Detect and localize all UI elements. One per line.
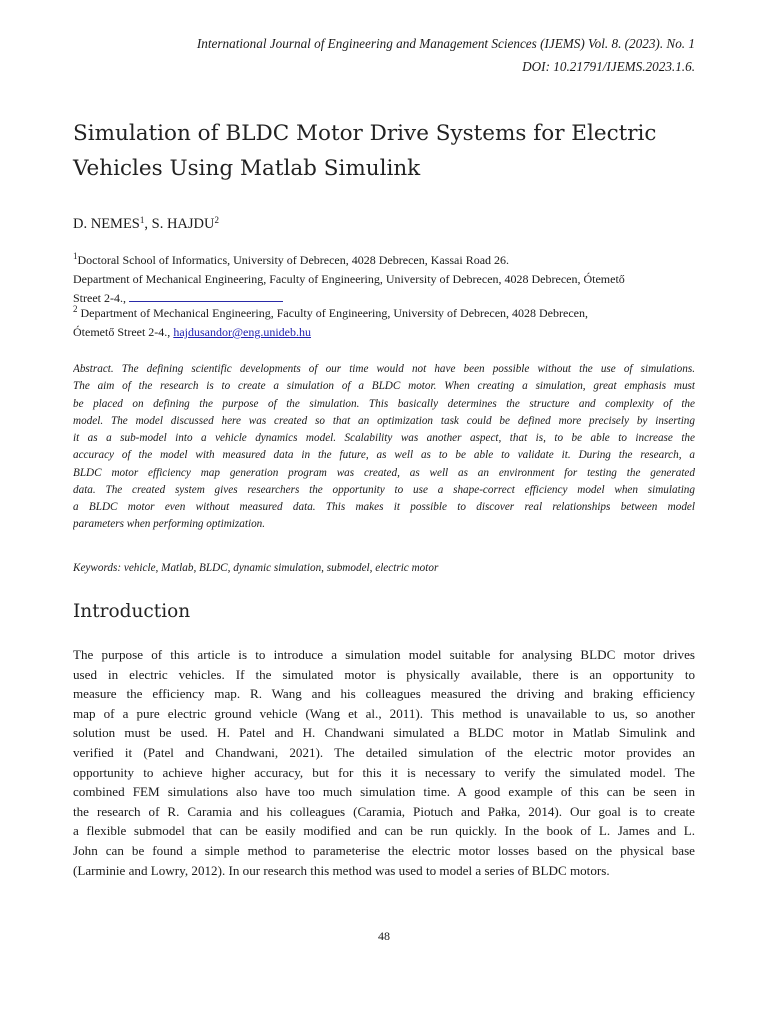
author-1-affiliation-mark: 1 <box>139 215 145 225</box>
affiliation-1-text: Doctoral School of Informatics, University of Debrecen, 4028 Debrecen, Kassai Road 26. <box>77 253 510 267</box>
affiliation-line <box>73 304 695 323</box>
paragraph-line: the research of R. Caramia and his colleagues (Caramia, Piotuch and Pałka, 2014). Our goal is to create <box>73 803 695 819</box>
affiliation-2-text: Department of Mechanical Engineering, Faculty of Engineering, University of Debrecen, 4028 Debrecen, <box>77 306 588 320</box>
author-2-surname: AJDU <box>177 216 215 232</box>
paragraph-line: verified it (Patel and Chandwani, 2021). The detailed simulation of the electric motor provides an <box>73 744 695 760</box>
paragraph-line: opportunity to achieve higher accuracy, but for this it is necessary to verify the simulated model. The <box>73 764 695 780</box>
author-1-surname: EMES <box>101 216 140 232</box>
abstract-line: Abstract. The defining scientific developments of our time would not have been possible without the use of simulations. <box>73 363 695 375</box>
affiliation-line <box>73 251 695 270</box>
affiliation-2-mark: 2 <box>73 304 78 314</box>
title-line: Simulation of BLDC Motor Drive Systems for Electric <box>73 121 657 146</box>
abstract-line: be placed on defining the purpose of the simulation. This basically determines the structure and complexity of the <box>73 397 695 410</box>
paragraph-line: map of a pure electric ground vehicle (Wang et al., 2011). This method is unavailable to us, so another <box>73 705 695 721</box>
affiliation-line <box>73 323 695 342</box>
journal-header: International Journal of Engineering and Management Sciences (IJEMS) Vol. 8. (2023). No. 1 <box>196 36 695 51</box>
body-paragraph <box>73 645 695 880</box>
affiliation-2 <box>73 304 695 342</box>
paper-title <box>73 116 713 186</box>
doi-header: DOI: 10.21791/IJEMS.2023.1.6. <box>522 59 695 74</box>
abstract-line: it as a sub-model into a vehicle dynamics model. Scalability was another aspect, that is, to be able to increase the <box>73 432 695 444</box>
page-number: 48 <box>378 929 390 943</box>
paragraph-line: measure the efficiency map. R. Wang and his colleagues measured the driving and braking efficiency <box>73 686 695 702</box>
author-1-initial: D. N <box>73 216 102 232</box>
affiliation-street: Ótemető Street 2-4., <box>73 325 174 339</box>
affiliation-street: Street 2-4., <box>73 291 126 305</box>
abstract-line: data. The created system gives researchers the opportunity to use a shape-correct efficiency model when simulating <box>73 483 695 496</box>
email-link-blank[interactable] <box>129 290 283 302</box>
abstract-line: accuracy of the model with measured data in the future, as well as to be able to validate it. During the research, a <box>73 449 695 462</box>
abstract-line: parameters when performing optimization. <box>73 518 266 531</box>
title-line: Vehicles Using Matlab Simulink <box>73 156 421 181</box>
author-2-affiliation-mark: 2 <box>214 215 219 225</box>
author-list <box>73 216 219 233</box>
paragraph-line: The purpose of this article is to introduce a simulation model suitable for analysing BLDC motor drives <box>73 647 695 662</box>
paragraph-line: (Larminie and Lowry, 2012). In our research this method was used to model a series of BLDC motors. <box>73 862 610 878</box>
paragraph-line: a flexible submodel that can be easily modified and can be run quickly. In the book of L. James and L. <box>73 823 695 839</box>
abstract-line: The aim of the research is to create a simulation of a BLDC motor. When creating a simulation, great emphasis must <box>73 380 695 393</box>
keywords: Keywords: vehicle, Matlab, BLDC, dynamic simulation, submodel, electric motor <box>73 562 439 574</box>
abstract-line: model. The model discussed here was created so that an optimization task could be defined more precisely by inserting <box>73 414 695 427</box>
paragraph-line: used in electric vehicles. If the simulated motor is physically available, there is an opportunity to <box>73 666 695 682</box>
paragraph-line: solution must be used. H. Patel and H. Chandwani simulated a BLDC motor in Matlab Simulink and <box>73 725 695 741</box>
affiliation-1 <box>73 251 695 308</box>
paragraph-line: John can be found a simple method to parameterise the electric motor losses based on the physical base <box>73 842 695 858</box>
abstract <box>73 361 695 534</box>
paragraph-line: combined FEM simulations also have too much simulation time. A good example of this can be seen in <box>73 784 695 800</box>
affiliation-1-mark: 1 <box>73 251 78 261</box>
author-separator: , S. H <box>144 216 178 232</box>
section-heading: Introduction <box>73 601 191 622</box>
abstract-line: a BLDC motor even without measured data. This makes it possible to discover real relationships between model <box>73 501 695 513</box>
abstract-line: BLDC motor efficiency map generation program was created, as well as an environment for testing the generated <box>73 466 695 479</box>
email-link[interactable]: hajdusandor@eng.unideb.hu <box>173 325 312 339</box>
affiliation-line: Department of Mechanical Engineering, Faculty of Engineering, University of Debrecen, 4028 Debrecen, Ótemető <box>73 272 625 286</box>
